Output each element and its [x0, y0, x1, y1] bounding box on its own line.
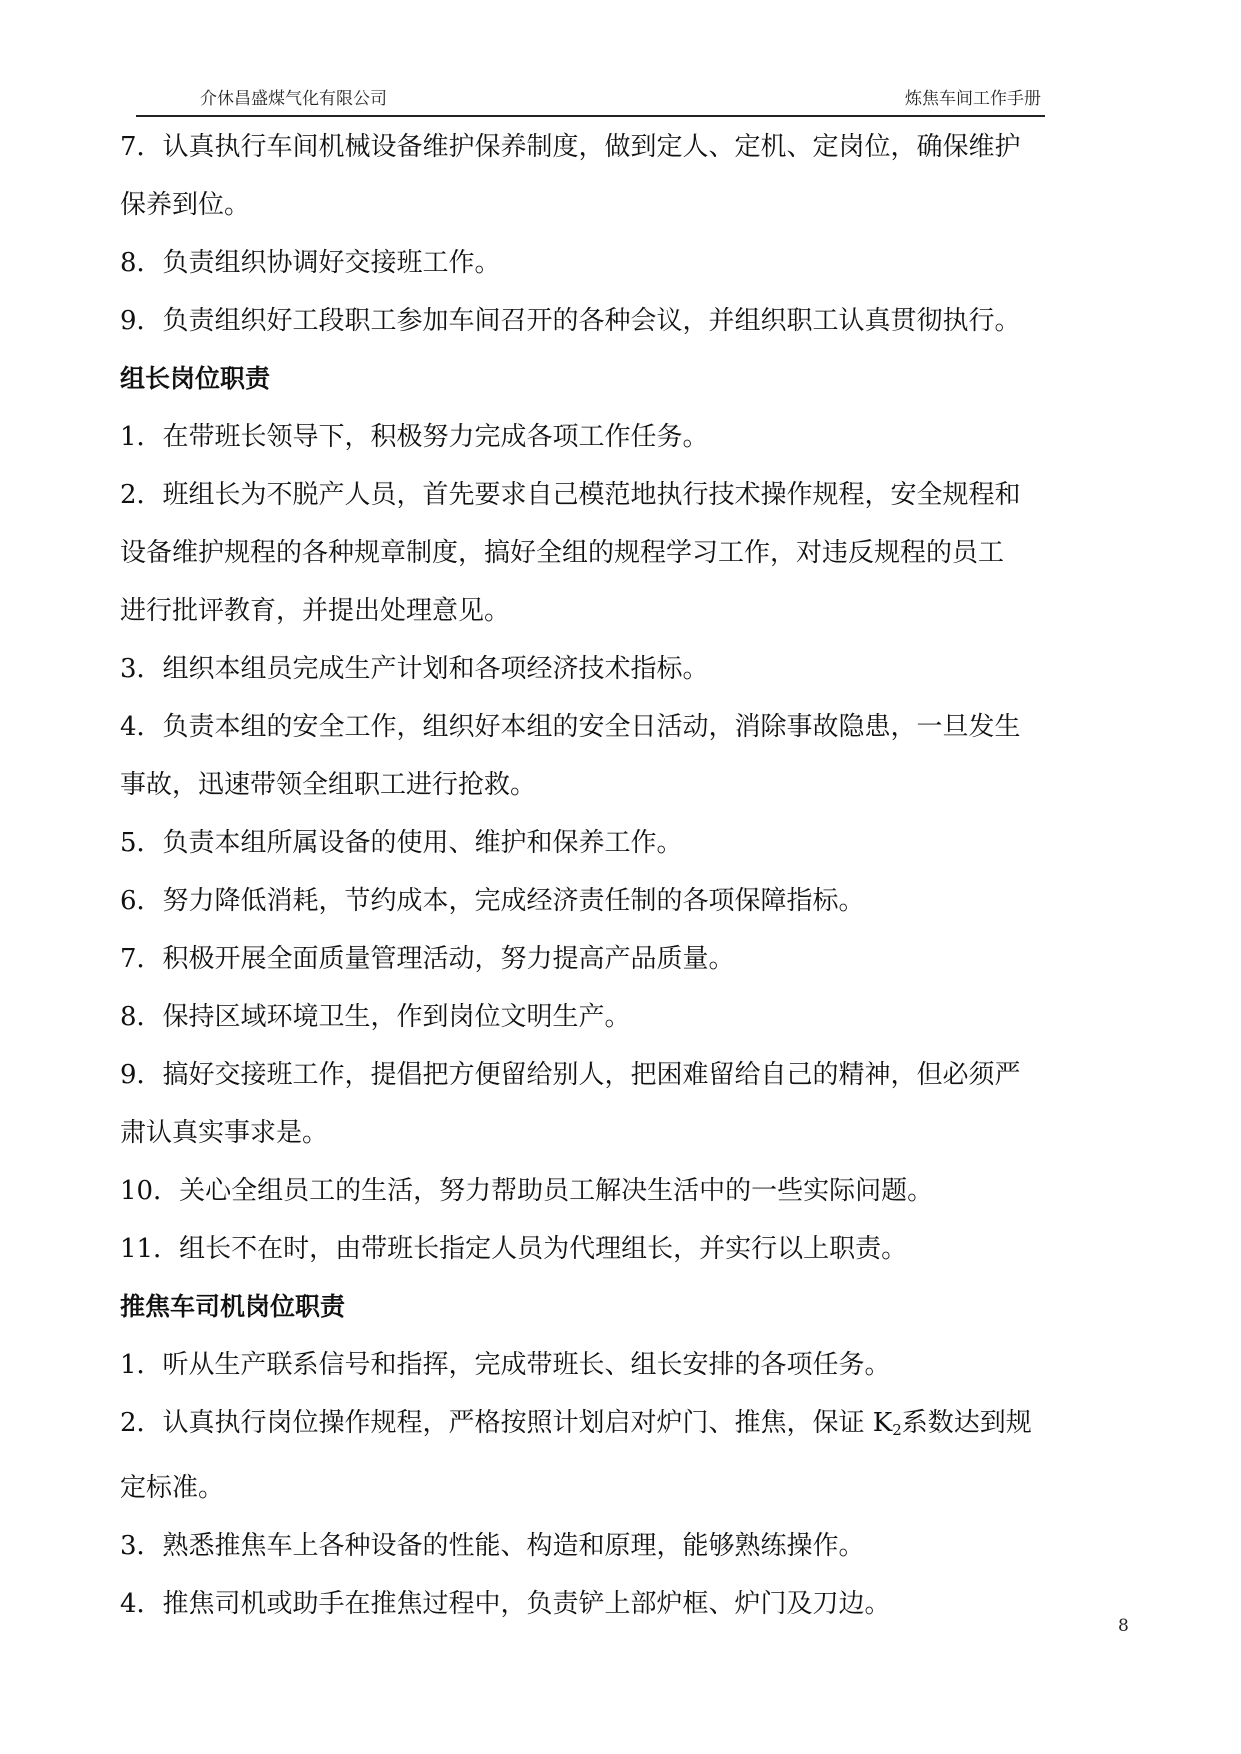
- header-rule: [136, 115, 1045, 117]
- header-company: 介休昌盛煤气化有限公司: [200, 89, 387, 109]
- section-heading-pusher-driver: 推焦车司机岗位职责: [120, 1292, 346, 1321]
- paragraph-line: 事故，迅速带领全组职工进行抢救。: [120, 770, 537, 800]
- paragraph-line: [120, 1394, 1135, 1459]
- paragraph-line: 定标准。: [120, 1473, 225, 1503]
- paragraph-line: 4．负责本组的安全工作，组织好本组的安全日活动，消除事故隐患，一旦发生: [120, 712, 1021, 742]
- subscript: 2: [892, 1421, 902, 1439]
- paragraph-line: 8．负责组织协调好交接班工作。: [120, 248, 501, 278]
- paragraph-line: 10．关心全组员工的生活，努力帮助员工解决生活中的一些实际问题。: [120, 1176, 934, 1206]
- paragraph-line: 5．负责本组所属设备的使用、维护和保养工作。: [120, 828, 683, 858]
- paragraph-line: 保养到位。: [120, 190, 251, 220]
- paragraph-line: 8．保持区域环境卫生，作到岗位文明生产。: [120, 1002, 631, 1032]
- line-text: 系数达到规: [901, 1408, 1032, 1438]
- paragraph-line: 2．班组长为不脱产人员，首先要求自己模范地执行技术操作规程，安全规程和: [120, 480, 1021, 510]
- paragraph-line: 设备维护规程的各种规章制度，搞好全组的规程学习工作，对违反规程的员工: [120, 538, 1005, 568]
- paragraph-line: 3．组织本组员完成生产计划和各项经济技术指标。: [120, 654, 709, 684]
- paragraph-line: 肃认真实事求是。: [120, 1118, 329, 1148]
- paragraph-line: 1．听从生产联系信号和指挥，完成带班长、组长安排的各项任务。: [120, 1350, 891, 1380]
- paragraph-line: 4．推焦司机或助手在推焦过程中，负责铲上部炉框、炉门及刀边。: [120, 1589, 891, 1619]
- paragraph-line: 6．努力降低消耗，节约成本，完成经济责任制的各项保障指标。: [120, 886, 865, 916]
- paragraph-line: 7．认真执行车间机械设备维护保养制度，做到定人、定机、定岗位，确保维护: [120, 132, 1021, 162]
- paragraph-line: 进行批评教育，并提出处理意见。: [120, 596, 511, 626]
- paragraph-line: 3．熟悉推焦车上各种设备的性能、构造和原理，能够熟练操作。: [120, 1531, 865, 1561]
- page-number: 8: [1118, 1616, 1129, 1636]
- document-body: [120, 118, 1135, 1633]
- paragraph-line: 9．搞好交接班工作，提倡把方便留给别人，把困难留给自己的精神，但必须严: [120, 1060, 1021, 1090]
- section-heading-group-leader: 组长岗位职责: [120, 364, 271, 393]
- header-manual-title: 炼焦车间工作手册: [905, 89, 1041, 109]
- paragraph-line: 7．积极开展全面质量管理活动，努力提高产品质量。: [120, 944, 735, 974]
- line-text: 2．认真执行岗位操作规程，严格按照计划启对炉门、推焦，保证 K: [120, 1408, 893, 1438]
- paragraph-line: 11．组长不在时，由带班长指定人员为代理组长，并实行以上职责。: [120, 1234, 908, 1264]
- paragraph-line: 9．负责组织好工段职工参加车间召开的各种会议，并组织职工认真贯彻执行。: [120, 306, 1021, 336]
- paragraph-line: 1．在带班长领导下，积极努力完成各项工作任务。: [120, 422, 709, 452]
